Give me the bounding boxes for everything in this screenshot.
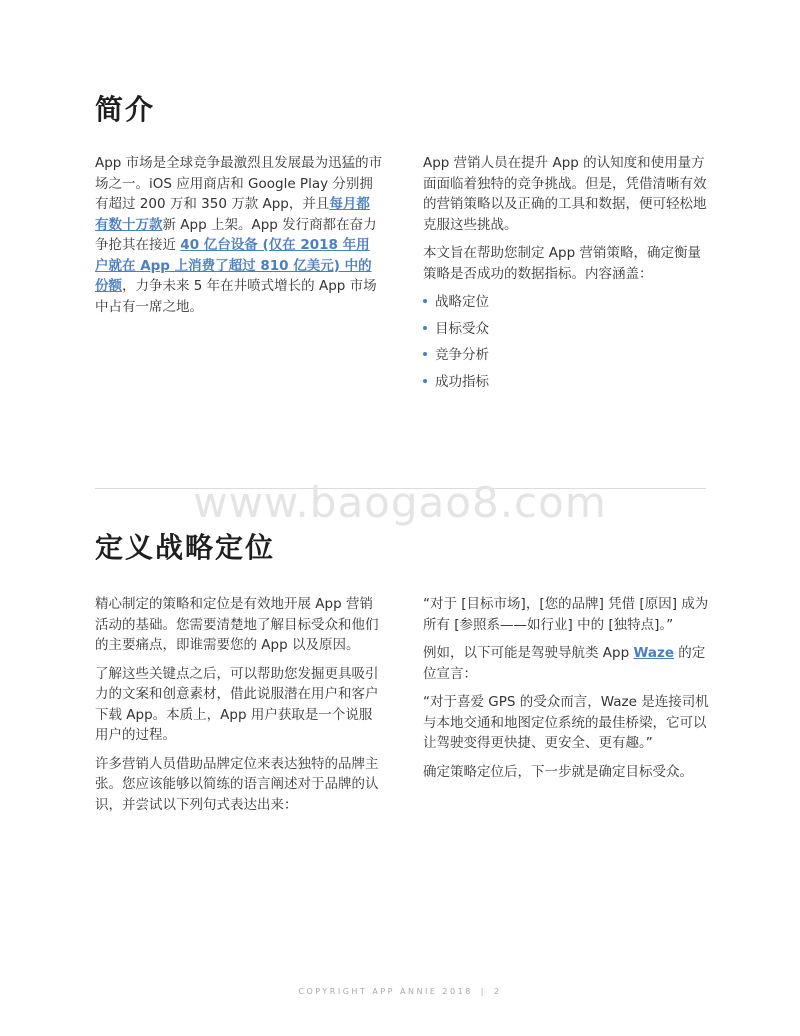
devices-spend-link[interactable]: 40 亿台设备 (仅在 2018 年用户就在 App 上消费了超过 810 亿美元) 中的份额 xyxy=(95,237,372,294)
list-item-label: 目标受众 xyxy=(435,320,489,337)
list-item-label: 竞争分析 xyxy=(435,347,489,363)
list-item xyxy=(423,292,711,319)
positioning-paragraph-1: 精心制定的策略和定位是有效地开展 App 营销活动的基础。您需要清楚地了解目标受众和他们的主要痛点，即谁需要您的 App 以及原因。 xyxy=(95,596,379,653)
page-footer xyxy=(200,987,600,996)
bullet-icon xyxy=(423,326,427,330)
positioning-paragraph-3: 许多营销人员借助品牌定位来表达独特的品牌主张。您应该能够以简练的语言阐述对于品牌的认识，并尝试以下列句式表达出来： xyxy=(95,755,379,813)
watermark: www.baogao8.com xyxy=(193,478,607,527)
bullet-icon xyxy=(423,352,427,356)
list-item xyxy=(423,319,711,346)
intro-right-paragraph-1: App 营销人员在提升 App 的认知度和使用量方面面临着独特的竞争挑战。但是，凭借清晰有效的营销策略以及正确的工具和数据，便可轻松地克服这些挑战。 xyxy=(423,155,707,233)
copyright-text: COPYRIGHT APP ANNIE 2018 xyxy=(298,987,473,996)
bullet-icon xyxy=(423,299,427,303)
contents-list xyxy=(423,292,711,398)
intro-right-column xyxy=(423,153,711,398)
positioning-next-step: 确定策略定位后，下一步就是确定目标受众。 xyxy=(423,763,693,780)
section-title-positioning: 定义战略定位 xyxy=(95,531,276,564)
waze-link[interactable]: Waze xyxy=(633,645,675,661)
page-number: 2 xyxy=(494,987,502,996)
positioning-template-quote: “对于 [目标市场]，[您的品牌] 凭借 [原因] 成为所有 [参照系——如行业] 中的 [独特点]。” xyxy=(423,596,709,633)
list-item-label: 成功指标 xyxy=(435,373,489,390)
footer-separator: | xyxy=(480,987,486,996)
intro-right-paragraph-2: 本文旨在帮助您制定 App 营销策略，确定衡量策略是否成功的数据指标。内容涵盖： xyxy=(423,245,701,282)
intro-text-1: App 市场是全球竞争最激烈且发展最为迅猛的市场之一。iOS 应用商店和 Google Play 分别拥有超过 200 万和 350 万款 App，并且 xyxy=(95,155,383,212)
positioning-paragraph-2: 了解这些关键点之后，可以帮助您发掘更具吸引力的文案和创意素材，借此说服潜在用户和客户下载 App。本质上，App 用户获取是一个说服用户的过程。 xyxy=(95,665,379,743)
positioning-example-intro xyxy=(423,643,711,684)
intro-text-3: ，力争未来 5 年在井喷式增长的 App 市场中占有一席之地。 xyxy=(95,278,377,315)
monthly-apps-link[interactable]: 每月都有数十万款 xyxy=(95,196,370,233)
intro-text-2: 新 App 上架。App 发行商都在奋力争抢其在接近 xyxy=(95,216,377,253)
bullet-icon xyxy=(423,379,427,383)
example-text-2: 的定位宣言： xyxy=(423,645,706,682)
list-item xyxy=(423,345,711,372)
section-title-intro: 简介 xyxy=(95,93,156,126)
positioning-right-column xyxy=(423,594,711,790)
example-text-1: 例如，以下可能是驾驶导航类 App xyxy=(423,645,634,661)
intro-left-column xyxy=(95,153,383,325)
waze-positioning-quote: “对于喜爱 GPS 的受众而言，Waze 是连接司机与本地交通和地图定位系统的最佳桥梁，它可以让驾驶变得更快捷、更安全、更有趣。” xyxy=(423,694,709,751)
list-item-label: 战略定位 xyxy=(435,294,489,310)
positioning-left-column xyxy=(95,594,383,823)
list-item xyxy=(423,372,711,399)
intro-paragraph-1 xyxy=(95,153,383,317)
